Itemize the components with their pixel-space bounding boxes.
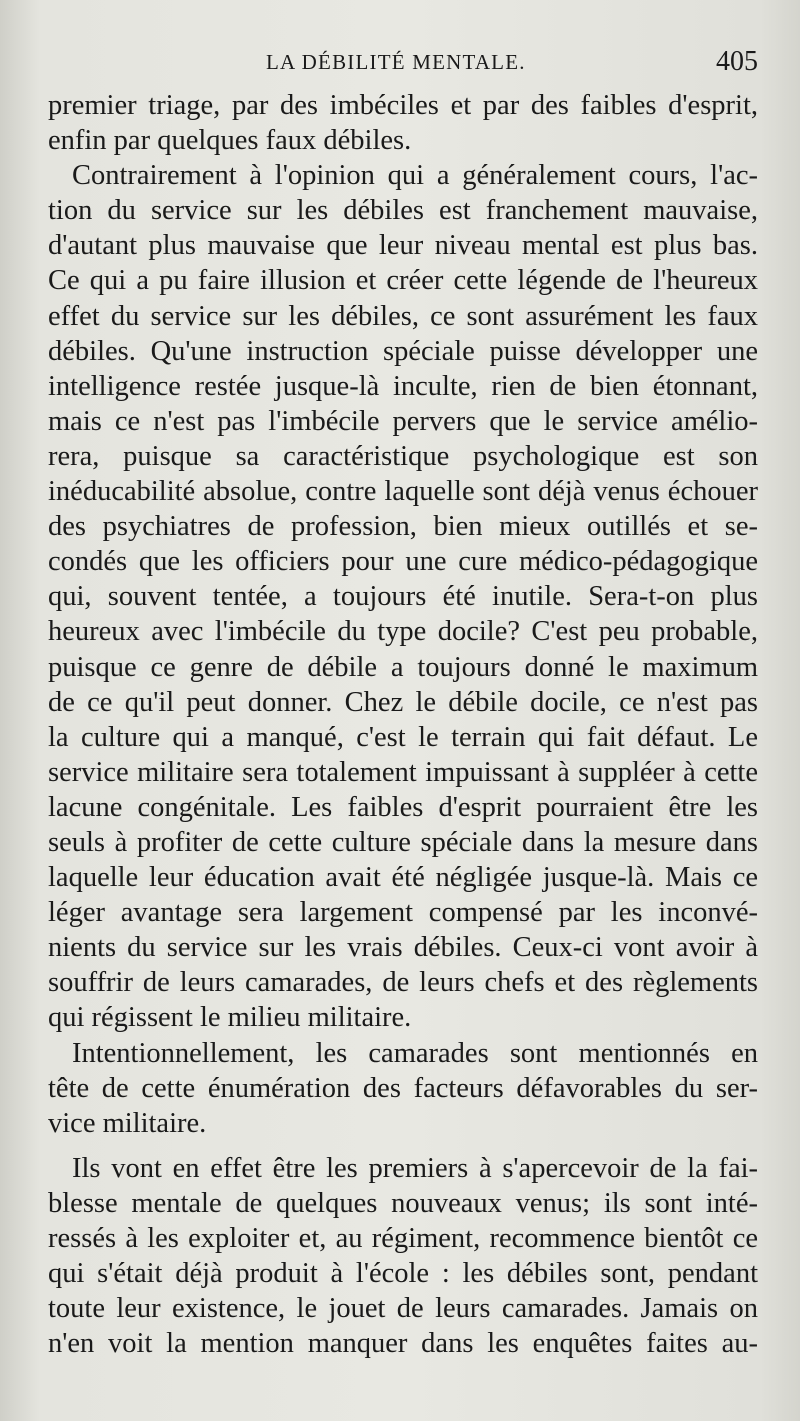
text-line: qui s'était déjà produit à l'école : les débiles sont, pendant	[48, 1258, 758, 1290]
body-text	[48, 88, 758, 1361]
text-line: Intentionnellement, les camarades sont mentionnés en	[72, 1037, 758, 1069]
text-line: seuls à profiter de cette culture spéciale dans la mesure dans	[48, 826, 758, 858]
text-line: inéducabilité absolue, contre laquelle sont déjà venus échouer	[48, 476, 758, 508]
text-line: ressés à les exploiter et, au régiment, recommence bientôt ce	[48, 1223, 758, 1254]
paragraph	[48, 1036, 758, 1141]
text-line: enfin par quelques faux débiles.	[48, 125, 412, 157]
text-line: tion du service sur les débiles est franchement mauvaise,	[48, 195, 758, 227]
text-line: condés que les officiers pour une cure médico-pédagogique	[48, 546, 758, 578]
text-line: rera, puisque sa caractéristique psychologique est son	[48, 440, 758, 472]
paragraph	[48, 88, 758, 158]
text-line: lacune congénitale. Les faibles d'esprit pourraient être les	[48, 791, 758, 823]
text-line: de ce qu'il peut donner. Chez le débile docile, ce n'est pas	[48, 686, 758, 718]
text-line: mais ce n'est pas l'imbécile pervers que le service amélio-	[48, 405, 758, 437]
running-head	[48, 46, 758, 82]
text-line: souffrir de leurs camarades, de leurs chefs et des règlements	[48, 967, 758, 999]
text-line: tête de cette énumération des facteurs défavorables du ser-	[48, 1072, 758, 1104]
text-line: n'en voit la mention manquer dans les enquêtes faites au-	[48, 1328, 758, 1360]
text-line: service militaire sera totalement impuissant à suppléer à cette	[48, 756, 758, 788]
text-line: Ils vont en effet être les premiers à s'apercevoir de la fai-	[72, 1152, 758, 1184]
text-line: blesse mentale de quelques nouveaux venus; ils sont inté-	[48, 1187, 758, 1219]
text-line: d'autant plus mauvaise que leur niveau mental est plus bas.	[48, 230, 758, 262]
text-line: nients du service sur les vrais débiles. Ceux-ci vont avoir à	[48, 932, 758, 964]
text-line: toute leur existence, le jouet de leurs camarades. Jamais on	[48, 1293, 758, 1325]
text-line: Ce qui a pu faire illusion et créer cette légende de l'heureux	[48, 265, 758, 297]
text-line: des psychiatres de profession, bien mieux outillés et se-	[48, 511, 758, 543]
paragraph	[48, 1151, 758, 1362]
text-line: Contrairement à l'opinion qui a généralement cours, l'ac-	[72, 160, 758, 192]
page-number: 405	[716, 46, 758, 77]
paragraph-spacer	[48, 1141, 758, 1151]
text-line: qui, souvent tentée, a toujours été inutile. Sera-t-on plus	[48, 581, 758, 613]
text-line: heureux avec l'imbécile du type docile? C'est peu probable,	[48, 616, 758, 648]
text-line: premier triage, par des imbéciles et par des faibles d'esprit,	[48, 90, 758, 121]
text-line: effet du service sur les débiles, ce sont assurément les faux	[48, 300, 758, 332]
text-line: débiles. Qu'une instruction spéciale puisse développer une	[48, 335, 758, 367]
text-line: puisque ce genre de débile a toujours donné le maximum	[48, 651, 758, 683]
text-line: qui régissent le milieu militaire.	[48, 1002, 412, 1034]
text-line: la culture qui a manqué, c'est le terrain qui fait défaut. Le	[48, 721, 758, 753]
running-title: LA DÉBILITÉ MENTALE.	[266, 50, 526, 74]
text-line: léger avantage sera largement compensé par les inconvé-	[48, 897, 758, 929]
text-line: intelligence restée jusque-là inculte, rien de bien étonnant,	[48, 370, 758, 402]
paragraph	[48, 158, 758, 1035]
text-line: laquelle leur éducation avait été négligée jusque-là. Mais ce	[48, 862, 758, 894]
text-line: vice militaire.	[48, 1107, 207, 1139]
